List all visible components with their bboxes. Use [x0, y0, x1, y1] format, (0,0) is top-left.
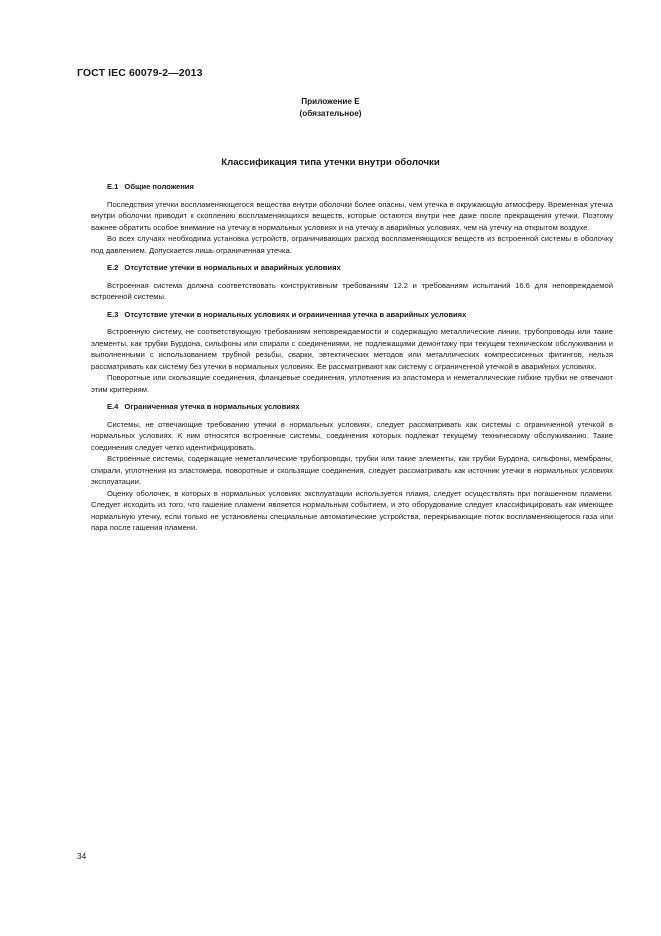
- section-title: Отсутствие утечки в нормальных условиях и ограниченная утечка в аварийных условиях: [124, 309, 467, 319]
- section-heading: [91, 262, 613, 274]
- appendix-status: (обязательное): [299, 108, 362, 118]
- section-title: Ограниченная утечка в нормальных условиях: [124, 402, 300, 411]
- paragraph: Встроенную систему, не соответствующую требованиям неповреждаемости и содержащую металлические линии, трубопроводы или такие элементы, как трубки Бурдона, сильфоны или спирали с соединениями, не подлежащими демонтажу при текущем техническом обслуживании и выполненными с использованием трубной резьбы, сварки, эвтектических методов или металлических компрессионных фитингов, нельзя рассматривать как систему без утечки в нормальных условиях. Ее рассматривают как систему с ограниченной утечкой в аварийных условиях.: [91, 327, 613, 371]
- paragraph: Во всех случаях необходима установка устройств, ограничивающих расход воспламеняющихся веществ из встроенной системы в оболочку под давлением. Допускается лишь ограниченная утечка.: [91, 234, 613, 255]
- appendix-heading: [0, 96, 661, 119]
- paragraph: Встроенные системы, содержащие неметаллические трубопроводы, трубки или такие элементы, как трубки Бурдона, сильфоны, мембраны, спирали, уплотнения из эластомера, поворотные и скользящие соединения, следует рассматривать как источник утечки в нормальных условиях эксплуатации.: [91, 454, 613, 486]
- appendix-label: Приложение E: [301, 97, 360, 106]
- section-title: Общие положения: [124, 182, 194, 191]
- section-number: E.1: [107, 182, 119, 191]
- section-number: E.3: [107, 309, 119, 319]
- document-id: ГОСТ IEC 60079-2—2013: [77, 67, 203, 79]
- section-heading: [91, 401, 613, 413]
- paragraph: Системы, не отвечающие требованию утечки в нормальных условиях, следует рассматривать как системы с ограниченной утечкой в нормальных условиях. К ним относятся встроенные системы, соединения которых подлежат текущему техническому обслуживанию. Такие соединения следует четко идентифицировать.: [91, 419, 613, 452]
- section-e3: [91, 309, 613, 396]
- page-number: 34: [77, 851, 87, 861]
- section-number: E.2: [107, 263, 119, 272]
- paragraph: Встроенная система должна соответствовать конструктивным требованиям 12.2 и требованиям испытаний 16.6 для неповреждаемой встроенной системы.: [91, 280, 613, 301]
- paragraph: Последствия утечки воспламеняющегося вещества внутри оболочки более опасны, чем утечка в окружающую атмосферу. Временная утечка внутри оболочки приводит к скоплению воспламеняющихся веществ, которые остаются внутри нее даже после прекращения утечки. Поэтому важнее обратить особое внимание на утечку в нормальных условиях и на утечку в аварийных условиях, чем на утечку на открытом воздухе.: [91, 199, 613, 232]
- section-number: E.4: [107, 402, 119, 411]
- section-e4: [91, 401, 613, 534]
- paragraph: Оценку оболочек, в которых в нормальных условиях эксплуатации используется пламя, следует осуществлять при погашенном пламени. Следует исходить из того, что гашение пламени является нормальным событием, и это оборудование следует классифицировать как имеющее нормальную утечку, если только не установлены специальные автоматические устройства, перекрывающие поток воспламеняющегося газа или пара после гашения пламени.: [91, 488, 613, 532]
- section-title: Отсутствие утечки в нормальных и аварийных условиях: [124, 263, 341, 272]
- section-e2: [91, 262, 613, 303]
- section-heading: [91, 181, 613, 193]
- appendix-title: Классификация типа утечки внутри оболочки: [221, 157, 440, 168]
- document-body: [91, 181, 613, 540]
- section-heading: [91, 309, 613, 321]
- section-e1: [91, 181, 613, 256]
- paragraph: Поворотные или скользящие соединения, фланцевые соединения, уплотнения из эластомера и неметаллические гибкие трубки не отвечают этим критериям.: [91, 373, 613, 394]
